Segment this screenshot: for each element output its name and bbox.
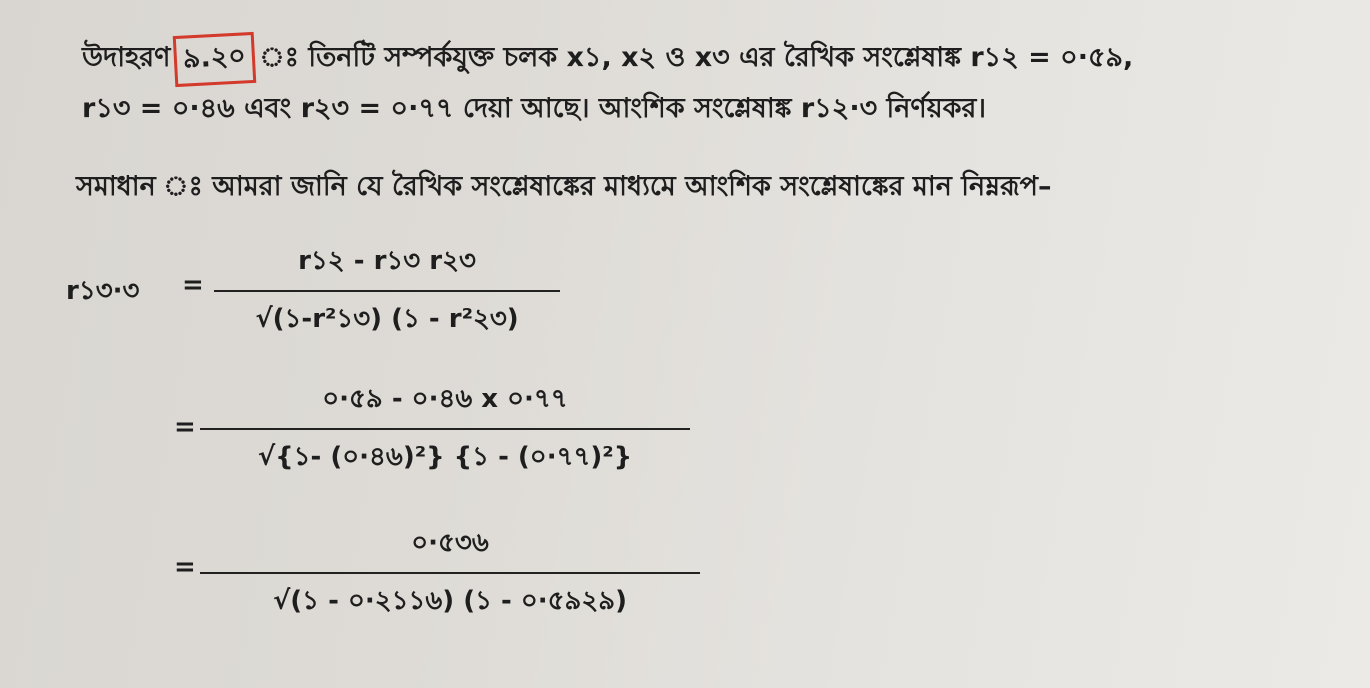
lhs-symbol: r১৩·৩ xyxy=(66,276,140,306)
fraction-step-3 xyxy=(200,522,700,624)
example-number: ৯.২০ xyxy=(182,40,247,75)
equals-sign-2: = xyxy=(174,412,196,442)
fraction-step-1 xyxy=(214,240,560,342)
step1-denominator: √(১-r²১৩) (১ - r²২৩) xyxy=(255,304,519,334)
example-statement-1: তিনটি সম্পর্কযুক্ত চলক x১, x২ ও x৩ এর রৈখিক সংশ্লেষাঙ্ক r১২ = ০·৫৯, xyxy=(308,42,1134,73)
formula-lhs xyxy=(66,270,139,314)
step2-numerator: ০·৫৯ - ০·৪৬ x ০·৭৭ xyxy=(322,384,568,414)
example-separator: ঃ xyxy=(259,42,299,73)
solution-heading xyxy=(76,166,1052,211)
example-prefix: উদাহরণ xyxy=(82,42,171,73)
solution-text: সমাধান ঃ আমরা জানি যে রৈখিক সংশ্লেষাঙ্কের মাধ্যমে আংশিক সংশ্লেষাঙ্কের মান নিম্নরূপ– xyxy=(76,171,1052,202)
equals-sign-3: = xyxy=(174,552,196,582)
example-number-box xyxy=(173,32,256,87)
step3-numerator: ০·৫৩৬ xyxy=(411,528,489,558)
example-line-1 xyxy=(82,34,1133,85)
example-statement-2: r১৩ = ০·৪৬ এবং r২৩ = ০·৭৭ দেয়া আছে। আংশিক সংশ্লেষাঙ্ক r১২·৩ নির্ণয়কর। xyxy=(82,93,987,124)
step2-denominator: √{১- (০·৪৬)²} {১ - (০·৭৭)²} xyxy=(257,442,633,472)
step3-denominator: √(১ - ০·২১১৬) (১ - ০·৫৯২৯) xyxy=(272,586,628,616)
equals-sign-1: = xyxy=(182,270,204,300)
step1-numerator: r১২ - r১৩ r২৩ xyxy=(298,246,476,276)
example-line-2 xyxy=(82,88,986,133)
fraction-step-2 xyxy=(200,378,690,480)
